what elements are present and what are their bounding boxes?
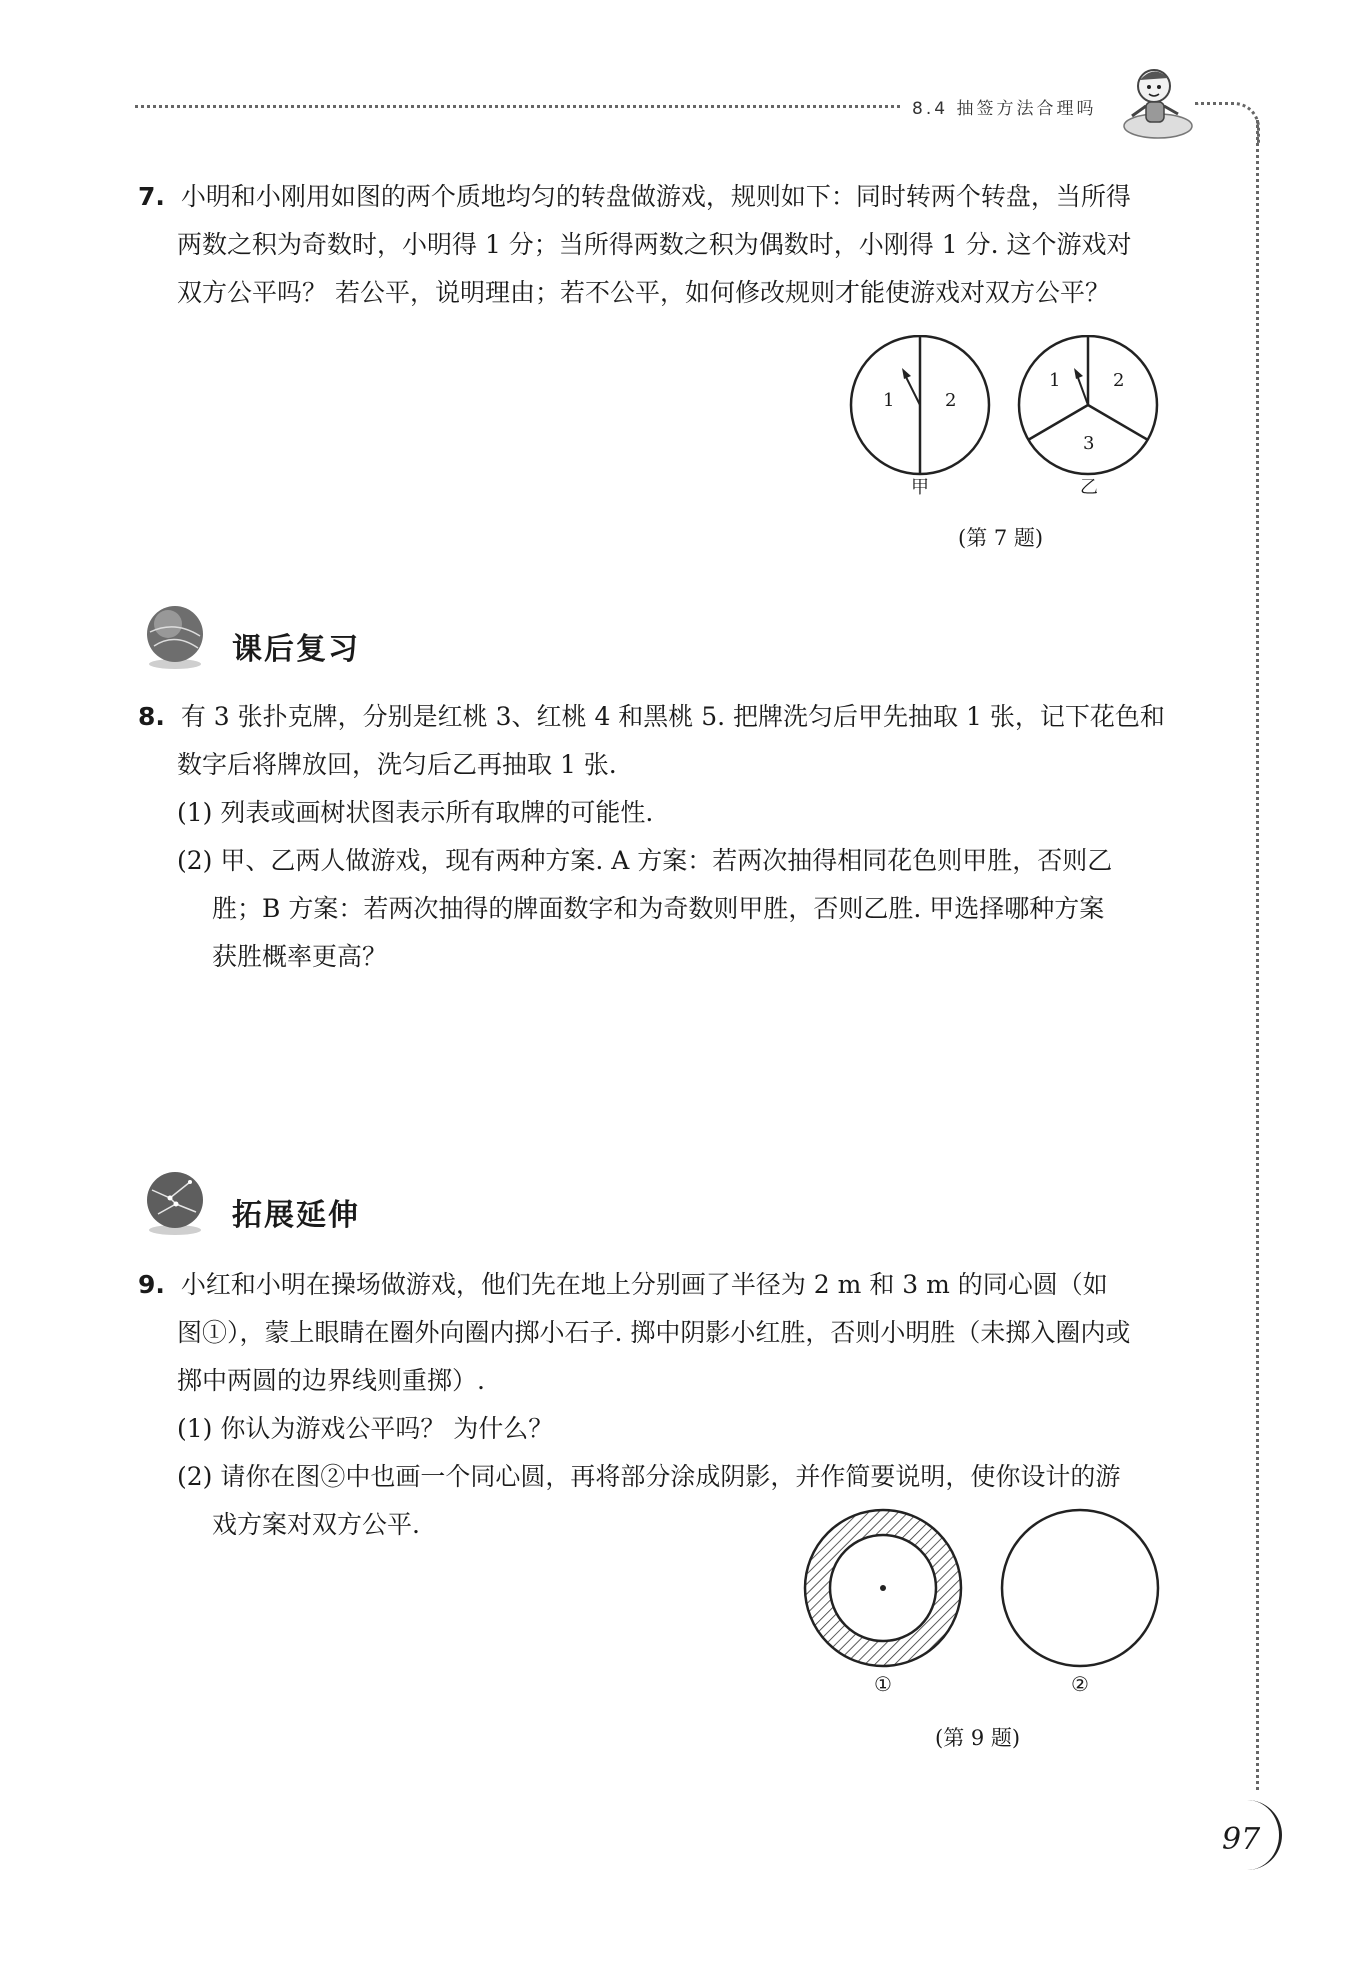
spinner-a-sector-1: 1 [883, 390, 895, 411]
spinner-b-sector-3: 3 [1083, 433, 1095, 454]
q9-figure-1-label: ① [874, 1672, 892, 1696]
spinner-b-sector-2: 2 [1113, 370, 1125, 391]
spinner-b-label: 乙 [1080, 477, 1098, 498]
spinner-b-sector-1: 1 [1049, 370, 1061, 391]
section-extend-title: 拓展延伸 [232, 1198, 360, 1233]
q8-line-1 [138, 702, 1165, 732]
q8-sub-2-line-1: (2) 甲、乙两人做游戏，现有两种方案. A 方案：若两次抽得相同花色则甲胜，否则乙 [177, 846, 1113, 875]
spinner-a-figure [845, 335, 995, 495]
margin-corner-decoration [1195, 102, 1260, 145]
q9-sub-2-line-2: 戏方案对双方公平. [212, 1510, 420, 1539]
extend-globe-icon [140, 1168, 210, 1238]
q9-figure-2-label: ② [1071, 1672, 1089, 1696]
spinner-a-label: 甲 [911, 477, 929, 498]
q7-line-1 [138, 182, 1131, 212]
q8-number: 8. [138, 702, 165, 731]
q9-caption: (第 9 题) [935, 1726, 1021, 1750]
q9-text-1: 小红和小明在操场做游戏，他们先在地上分别画了半径为 2 m 和 3 m 的同心圆（如 [180, 1270, 1108, 1299]
q9-number: 9. [138, 1270, 165, 1299]
q8-text-1: 有 3 张扑克牌，分别是红桃 3、红桃 4 和黑桃 5. 把牌洗匀后甲先抽取 1 张，记下花色和 [180, 702, 1165, 731]
q8-sub-1: (1) 列表或画树状图表示所有取牌的可能性. [177, 798, 654, 827]
q8-line-2: 数字后将牌放回，洗匀后乙再抽取 1 张. [177, 750, 617, 779]
q9-line-2: 图①），蒙上眼睛在圈外向圈内掷小石子. 掷中阴影小红胜，否则小明胜（未掷入圈内或 [177, 1318, 1131, 1347]
q9-line-3: 掷中两圆的边界线则重掷）. [177, 1366, 485, 1395]
spinner-a-sector-2: 2 [945, 390, 957, 411]
q9-sub-2-line-1: (2) 请你在图②中也画一个同心圆，再将部分涂成阴影，并作简要说明，使你设计的游 [177, 1462, 1121, 1491]
q7-caption: (第 7 题) [958, 526, 1044, 550]
header-dotted-rule [135, 105, 900, 108]
q7-line-3: 双方公平吗？ 若公平，说明理由；若不公平，如何修改规则才能使游戏对双方公平？ [177, 278, 1110, 307]
q9-line-1 [138, 1270, 1108, 1300]
q8-sub-2-line-3: 获胜概率更高？ [212, 942, 388, 971]
margin-dotted-rule [1256, 120, 1259, 1790]
q7-text-1: 小明和小刚用如图的两个质地均匀的转盘做游戏，规则如下：同时转两个转盘，当所得 [180, 182, 1131, 211]
q7-line-2: 两数之积为奇数时，小明得 1 分；当所得两数之积为偶数时，小刚得 1 分. 这个游戏对 [177, 230, 1132, 259]
q8-sub-2-line-2: 胜；B 方案：若两次抽得的牌面数字和为奇数则甲胜，否则乙胜. 甲选择哪种方案 [212, 894, 1105, 923]
q9-sub-1: (1) 你认为游戏公平吗？ 为什么？ [177, 1414, 554, 1443]
header-section-title: 8.4 抽签方法合理吗 [912, 99, 1097, 119]
section-review-title: 课后复习 [232, 632, 360, 667]
q7-number: 7. [138, 182, 165, 211]
spinner-b-figure [1013, 335, 1163, 495]
cartoon-mascot-icon [1118, 62, 1198, 142]
q9-figure-2 [1000, 1508, 1160, 1668]
q9-figure-1 [803, 1508, 963, 1668]
page-number: 97 [1222, 1822, 1261, 1857]
review-globe-icon [140, 602, 210, 672]
